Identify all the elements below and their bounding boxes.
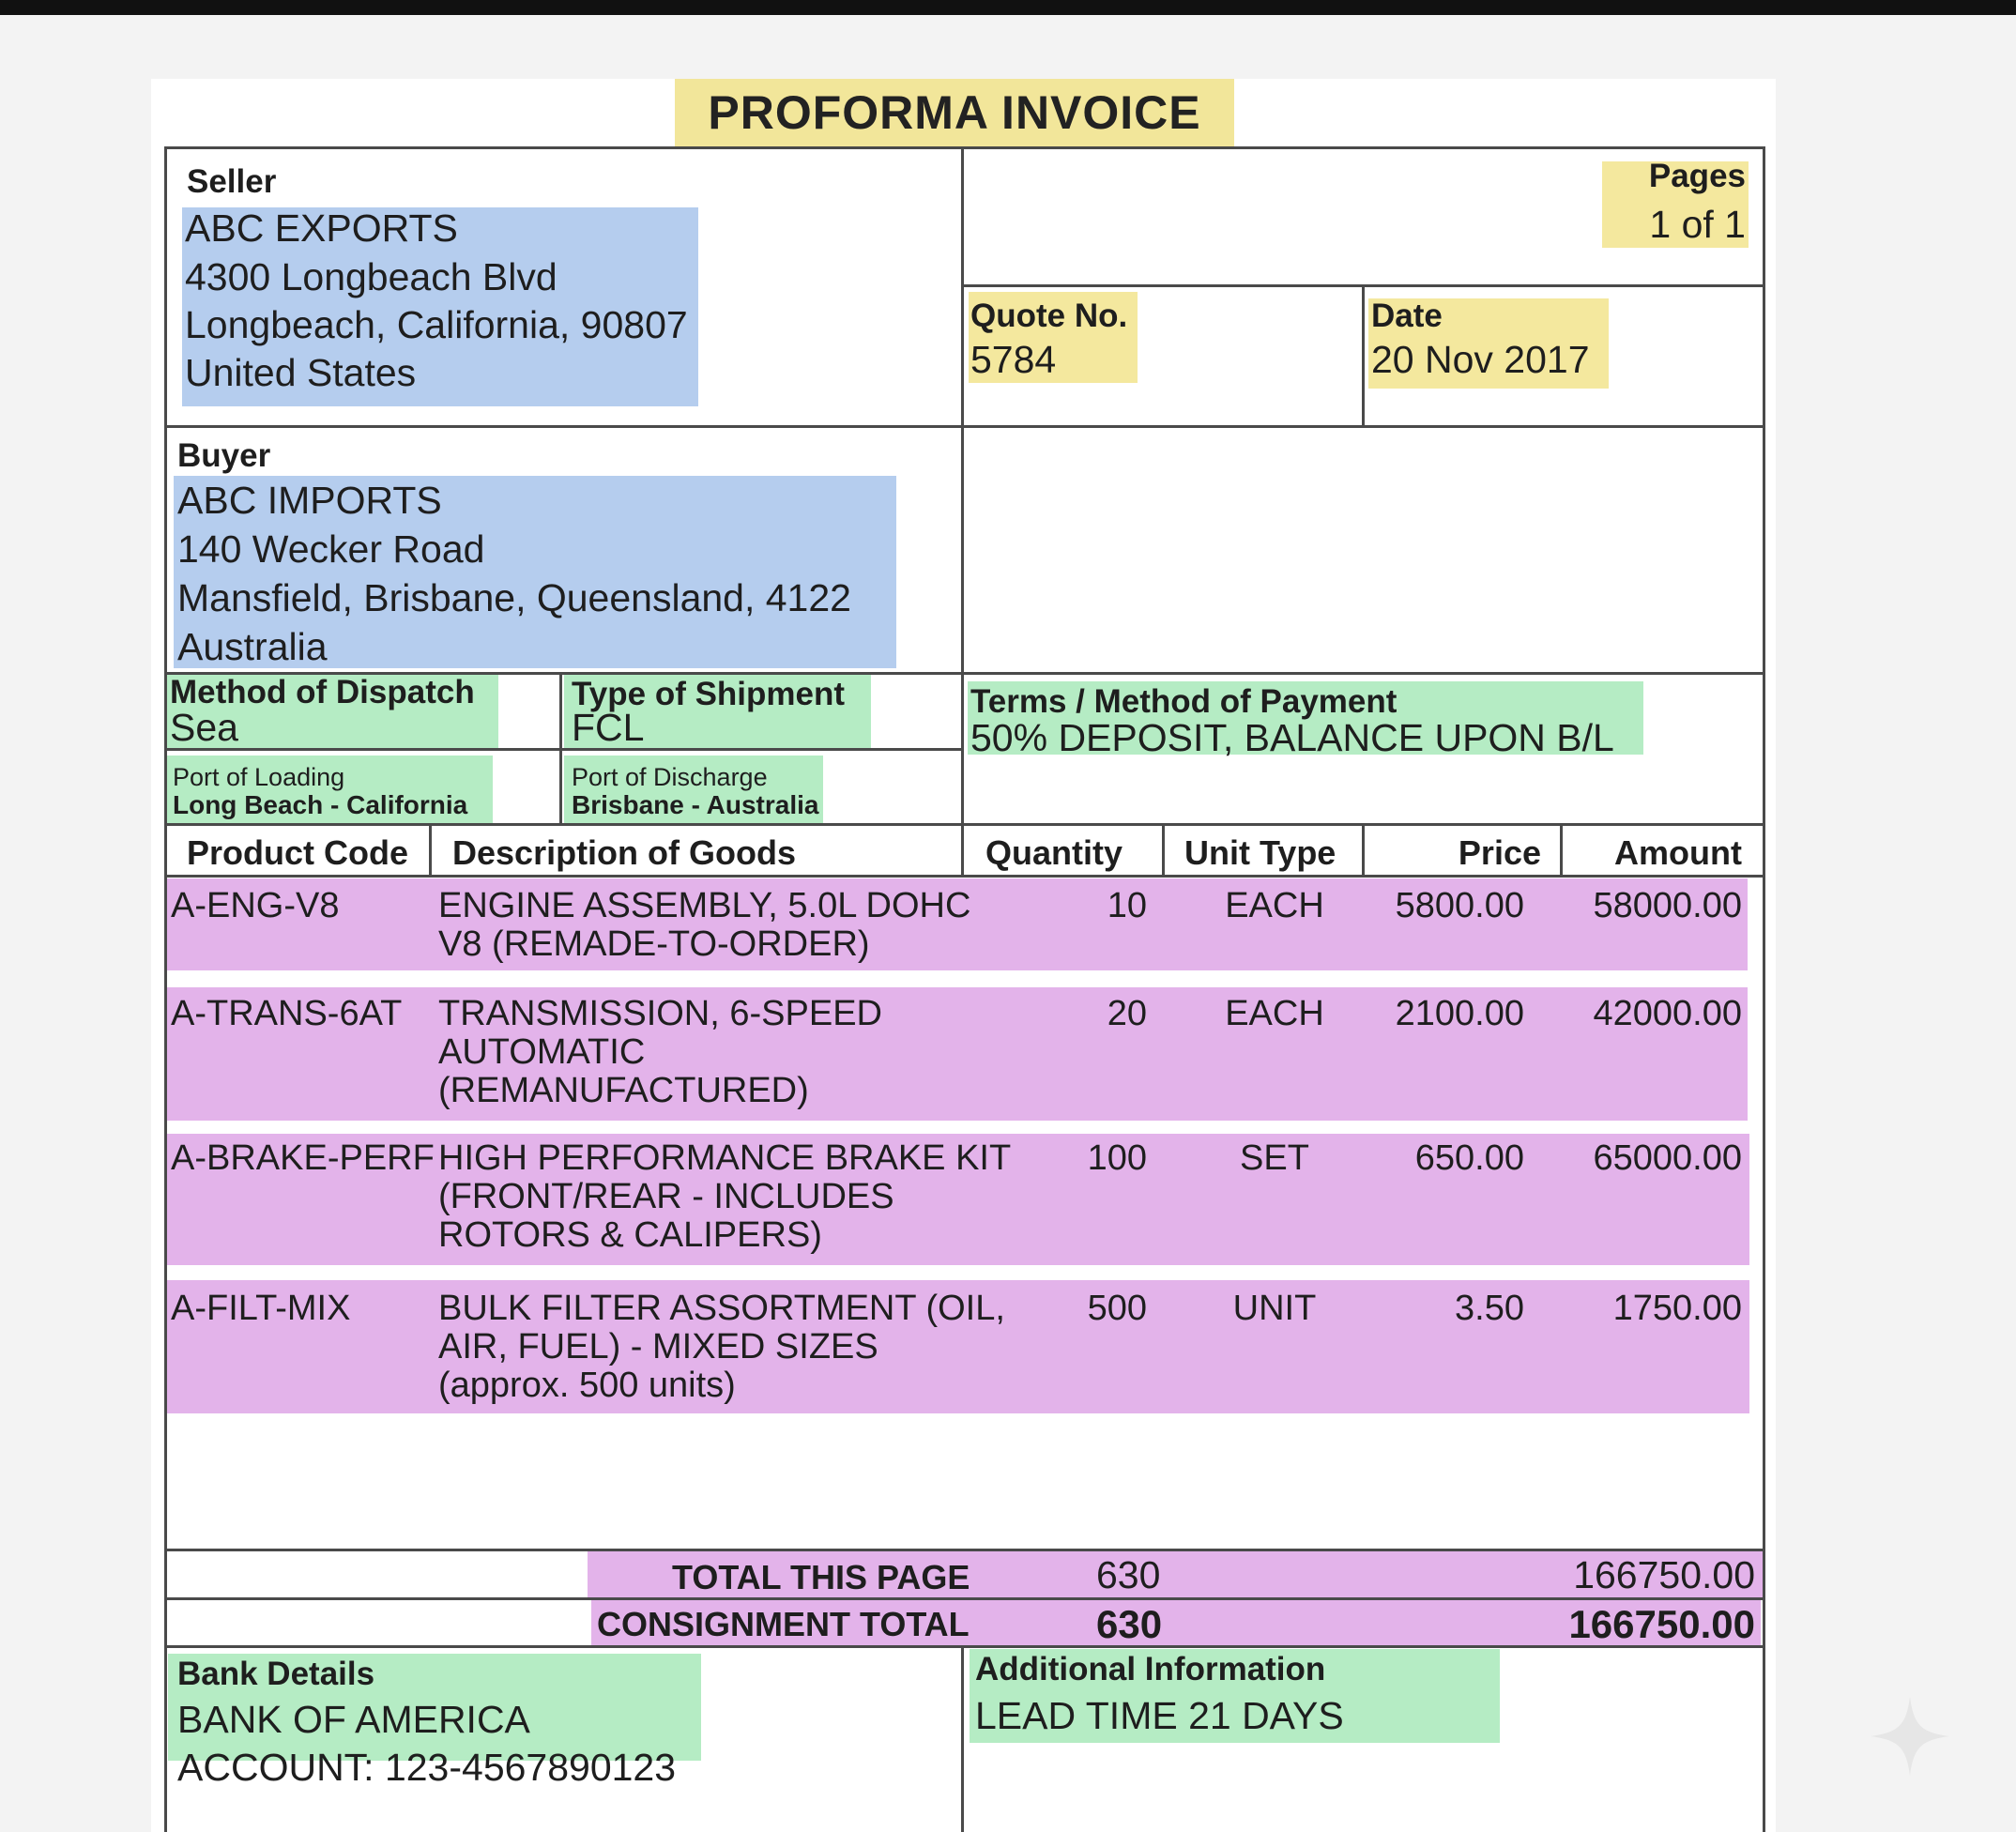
loading-label: Port of Loading xyxy=(173,763,345,791)
header-product-code: Product Code xyxy=(187,833,409,872)
table-row-3-price: 650.00 xyxy=(1414,1138,1524,1178)
header-quantity: Quantity xyxy=(985,833,1123,872)
border-col-1 xyxy=(429,823,432,877)
border-top xyxy=(164,146,1765,149)
payment-value: 50% DEPOSIT, BALANCE UPON B/L xyxy=(970,716,1614,759)
border-col-3 xyxy=(1162,823,1165,877)
border-quote-date xyxy=(1362,284,1365,427)
dispatch-label: Method of Dispatch xyxy=(170,674,475,710)
consignment-label: CONSIGNMENT TOTAL xyxy=(597,1605,970,1643)
bank-line-2: ACCOUNT: 123-4567890123 xyxy=(177,1746,677,1789)
bank-line-1: BANK OF AMERICA xyxy=(177,1698,530,1741)
table-row-3-unit: SET xyxy=(1240,1138,1309,1178)
border-totals-top xyxy=(164,1549,1765,1551)
table-row-3-amount: 65000.00 xyxy=(1593,1138,1742,1178)
date-value: 20 Nov 2017 xyxy=(1371,338,1590,381)
header-amount: Amount xyxy=(1614,833,1742,872)
window-top-bar xyxy=(0,0,2016,15)
border-table-header-bottom xyxy=(164,875,1765,878)
dispatch-value: Sea xyxy=(170,706,238,749)
border-totals-mid xyxy=(164,1597,1765,1600)
seller-label: Seller xyxy=(187,163,277,200)
table-row-4-code: A-FILT-MIX xyxy=(171,1289,351,1328)
discharge-value: Brisbane - Australia xyxy=(572,790,819,819)
table-row-1-desc-1: ENGINE ASSEMBLY, 5.0L DOHC xyxy=(438,886,971,925)
table-row-3-desc-2: (FRONT/REAR - INCLUDES xyxy=(438,1177,894,1216)
border-center-upper xyxy=(961,146,964,824)
buyer-line-3: Mansfield, Brisbane, Queensland, 4122 xyxy=(177,576,851,619)
table-row-1-qty: 10 xyxy=(1107,886,1147,925)
seller-line-4: United States xyxy=(185,351,417,394)
buyer-line-1: ABC IMPORTS xyxy=(177,479,442,522)
seller-line-1: ABC EXPORTS xyxy=(185,206,458,250)
table-row-4-desc-1: BULK FILTER ASSORTMENT (OIL, xyxy=(438,1289,1005,1328)
quote-value: 5784 xyxy=(970,338,1057,381)
buyer-line-4: Australia xyxy=(177,625,328,668)
border-dispatch-bottom xyxy=(164,748,962,751)
table-row-4-desc-2: AIR, FUEL) - MIXED SIZES xyxy=(438,1327,878,1366)
header-price: Price xyxy=(1458,833,1541,872)
table-row-1-amount: 58000.00 xyxy=(1593,886,1742,925)
table-row-4-qty: 500 xyxy=(1087,1289,1147,1328)
border-col-5 xyxy=(1560,823,1563,877)
border-seller-bottom xyxy=(164,425,1765,428)
table-row-4-price: 3.50 xyxy=(1455,1289,1524,1328)
table-row-2-price: 2100.00 xyxy=(1395,994,1524,1033)
discharge-label: Port of Discharge xyxy=(572,763,768,791)
invoice-title: PROFORMA INVOICE xyxy=(675,79,1234,146)
table-row-2-desc-2: AUTOMATIC xyxy=(438,1032,646,1072)
seller-line-3: Longbeach, California, 90807 xyxy=(185,303,688,346)
table-row-3-qty: 100 xyxy=(1087,1138,1147,1178)
buyer-label: Buyer xyxy=(177,437,271,474)
pages-value: 1 of 1 xyxy=(1649,203,1746,246)
table-row-1-desc-2: V8 (REMADE-TO-ORDER) xyxy=(438,924,870,964)
total-page-qty: 630 xyxy=(1096,1553,1161,1596)
table-row-4-unit: UNIT xyxy=(1232,1289,1317,1328)
additional-value: LEAD TIME 21 DAYS xyxy=(975,1694,1344,1737)
table-row-3-desc-1: HIGH PERFORMANCE BRAKE KIT xyxy=(438,1138,1012,1178)
table-row-2-amount: 42000.00 xyxy=(1593,994,1742,1033)
table-row-2-unit: EACH xyxy=(1225,994,1324,1033)
table-row-2-qty: 20 xyxy=(1107,994,1147,1033)
header-description: Description of Goods xyxy=(452,833,797,872)
table-row-2-desc-3: (REMANUFACTURED) xyxy=(438,1071,809,1110)
table-row-1-code: A-ENG-V8 xyxy=(171,886,340,925)
table-row-3-code: A-BRAKE-PERF xyxy=(171,1138,435,1178)
shipment-label: Type of Shipment xyxy=(572,676,846,712)
consignment-amount: 166750.00 xyxy=(1568,1602,1755,1646)
table-row-4-amount: 1750.00 xyxy=(1612,1289,1742,1328)
border-table-header-top xyxy=(164,823,1765,826)
table-row-1-unit: EACH xyxy=(1225,886,1324,925)
date-label: Date xyxy=(1371,298,1443,334)
total-page-label: TOTAL THIS PAGE xyxy=(672,1558,970,1596)
table-row-1-price: 5800.00 xyxy=(1395,886,1524,925)
border-center-lower xyxy=(961,1646,964,1832)
buyer-line-2: 140 Wecker Road xyxy=(177,527,485,571)
sparkle-icon xyxy=(1863,1689,1957,1783)
total-page-amount: 166750.00 xyxy=(1573,1553,1755,1596)
quote-label: Quote No. xyxy=(970,298,1128,334)
border-col-2 xyxy=(961,823,964,877)
header-unit-type: Unit Type xyxy=(1184,833,1336,872)
border-right xyxy=(1763,146,1765,1832)
bank-label: Bank Details xyxy=(177,1656,375,1692)
border-left xyxy=(164,146,167,1832)
payment-label: Terms / Method of Payment xyxy=(970,683,1397,720)
table-row-2-code: A-TRANS-6AT xyxy=(171,994,403,1033)
seller-line-2: 4300 Longbeach Blvd xyxy=(185,255,557,298)
additional-label: Additional Information xyxy=(975,1651,1326,1687)
loading-value: Long Beach - California xyxy=(173,790,468,819)
table-row-4-desc-3: (approx. 500 units) xyxy=(438,1366,736,1405)
shipment-value: FCL xyxy=(572,706,645,749)
pages-label: Pages xyxy=(1648,158,1746,194)
table-row-3-desc-3: ROTORS & CALIPERS) xyxy=(438,1215,822,1255)
consignment-qty: 630 xyxy=(1096,1602,1163,1646)
table-row-2-desc-1: TRANSMISSION, 6-SPEED xyxy=(438,994,882,1033)
